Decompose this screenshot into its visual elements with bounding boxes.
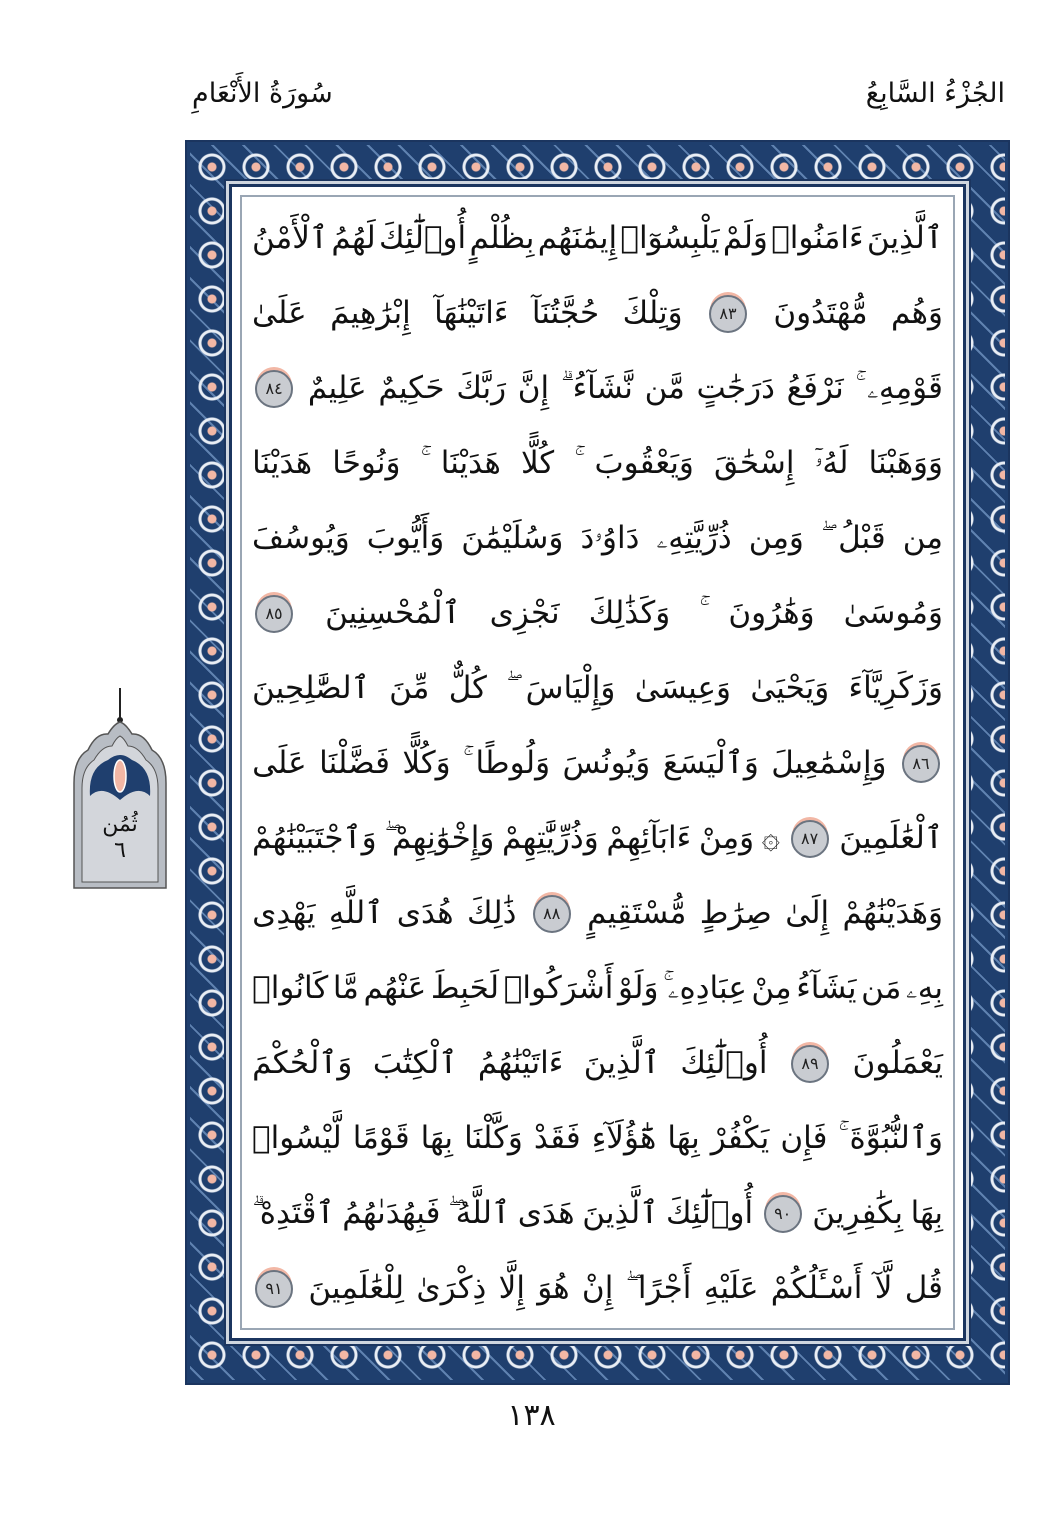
text-line	[252, 1176, 943, 1251]
hizb-marker-number: ٦	[114, 838, 126, 863]
verse-word: بِهِۦ	[905, 970, 943, 1006]
verse-word: إِنَّ	[517, 370, 550, 406]
verse-word: هُدَى	[396, 895, 454, 931]
verse-word: وَيَحْيَىٰ	[750, 670, 830, 706]
ornamental-page-frame	[185, 140, 1010, 1385]
verse-word: ءَامَنُوا۟	[771, 220, 864, 256]
verse-word: وَٱلنُّبُوَّةَ	[849, 1120, 943, 1156]
verse-word: يَهْدِى	[252, 895, 316, 931]
verse-word: قَبْلُ	[838, 520, 886, 556]
verse-word: بِهَا	[910, 1195, 943, 1231]
text-line	[252, 801, 943, 876]
verse-word: ذِكْرَىٰ	[416, 1270, 487, 1306]
verse-word: إِسْحَٰقَ	[714, 445, 795, 481]
verse-word: عَلَى	[252, 745, 307, 781]
verse-word: وَمُوسَىٰ	[843, 595, 943, 631]
verse-word: وَلُوطًا	[475, 745, 551, 781]
verse-word: أُو۟لَٰٓئِكَ	[680, 1045, 768, 1081]
verse-word: أَشْرَكُوا۟	[503, 970, 614, 1006]
verse-word: وَيَعْقُوبَ	[594, 445, 694, 481]
ayah-number-marker: ٩٠	[764, 1195, 802, 1233]
verse-word: بِهَا	[667, 1120, 700, 1156]
verse-word: وَزَكَرِيَّآءَ	[848, 670, 943, 706]
verse-word: وَمِنْ	[698, 820, 755, 856]
verse-word: ءَاتَيْنَٰهَآ	[434, 295, 509, 331]
verse-word: أَجْرًا	[637, 1270, 692, 1306]
verse-word: وَهُم	[891, 295, 943, 331]
verse-word: ٱلْأَمْنُ	[252, 220, 329, 256]
verse-word: فَقَدْ	[533, 1120, 581, 1156]
verse-word: كُلٌّ	[448, 670, 487, 706]
verse-word: لَّآ	[874, 1270, 893, 1306]
verse-word: وَكَذَٰلِكَ	[588, 595, 671, 631]
hizb-marker-label	[68, 812, 172, 864]
ayah-number-marker: ٨٦	[902, 745, 940, 783]
verse-word: مِنْ	[751, 970, 792, 1006]
ayah-number-marker: ٨٥	[255, 595, 293, 633]
verse-word: مُّهْتَدُونَ	[773, 295, 868, 331]
verse-word: نَّشَآءُ	[572, 370, 633, 406]
juz-name-header: الجُزْءُ السَّابِعُ	[865, 78, 1005, 109]
verse-word: هَدَى	[517, 1195, 575, 1231]
verse-word: يَعْمَلُونَ	[852, 1045, 943, 1081]
verse-word: ٱلَّذِينَ	[866, 220, 943, 256]
verse-word: بِظُلْمٍ	[469, 220, 535, 256]
verse-word: وَإِلْيَاسَ	[525, 670, 616, 706]
text-line	[252, 576, 943, 651]
verse-word: وَأَيُّوبَ	[366, 520, 445, 556]
text-line	[252, 1026, 943, 1101]
verse-word: ٱلْكِتَٰبَ	[372, 1045, 458, 1081]
verse-word: وَيُونُسَ	[562, 745, 651, 781]
verse-word: فَإِن	[780, 1120, 828, 1156]
verse-word: وَنُوحًا	[332, 445, 401, 481]
text-line	[252, 1101, 943, 1176]
verse-word: وَهَدَيْنَٰهُمْ	[842, 895, 943, 931]
verse-word: ٱللَّهُ	[455, 1195, 511, 1231]
verse-word: وَإِخْوَٰنِهِمْ	[392, 820, 495, 856]
quran-text-body	[252, 201, 943, 1328]
verse-word: وَإِسْمَٰعِيلَ	[771, 745, 887, 781]
ayah-number-marker: ٨٨	[533, 895, 571, 933]
verse-word: عَلَيْهِ	[703, 1270, 759, 1306]
verse-word: ٱلَّذِينَ	[583, 1045, 660, 1081]
ayah-number-marker: ٨٧	[791, 820, 829, 858]
verse-word: مِن	[902, 520, 943, 556]
text-panel	[229, 184, 966, 1341]
verse-word: ٱللَّهِ	[328, 895, 384, 931]
verse-word: مَن	[861, 970, 902, 1006]
verse-word: ذُرِّيَّتِهِۦ	[656, 520, 732, 556]
text-line	[252, 201, 943, 276]
verse-word: إِلَىٰ	[785, 895, 830, 931]
verse-word: نَجْزِى	[489, 595, 560, 631]
ayah-number-marker: ٩١	[255, 1270, 293, 1308]
verse-word: مَّا	[332, 970, 359, 1006]
verse-word: ٱقْتَدِهْ	[259, 1195, 335, 1231]
verse-word: إِلَّا	[498, 1270, 525, 1306]
verse-word: وَهَٰرُونَ	[728, 595, 815, 631]
verse-word: عِبَادِهِۦ	[667, 970, 747, 1006]
verse-word: وَكَّلْنَا	[464, 1120, 523, 1156]
verse-word: وَتِلْكَ	[622, 295, 683, 331]
verse-word: إِنْ	[581, 1270, 614, 1306]
verse-word: صِرَٰطٍ	[699, 895, 772, 931]
verse-word: ءَاتَيْنَٰهُمُ	[477, 1045, 564, 1081]
verse-word: فَضَّلْنَا	[319, 745, 390, 781]
verse-word: أُو۟لَٰٓئِكَ	[379, 220, 467, 256]
verse-word: ۞	[761, 820, 780, 856]
verse-word: وَذُرِّيَّٰتِهِمْ	[502, 820, 599, 856]
verse-word: كَانُوا۟	[252, 970, 329, 1006]
verse-word: مَّن	[644, 370, 685, 406]
verse-word: لَهُۥٓ	[814, 445, 849, 481]
verse-word: لَهُمُ	[331, 220, 376, 256]
surah-name-header: سُورَةُ الأَنْعَامِ	[192, 78, 333, 109]
verse-word: وَيُوسُفَ	[252, 520, 350, 556]
text-line	[252, 276, 943, 351]
verse-word: فَبِهُدَىٰهُمُ	[342, 1195, 441, 1231]
text-line	[252, 426, 943, 501]
text-line	[252, 651, 943, 726]
verse-word: حُجَّتُنَآ	[531, 295, 600, 331]
page-number: ١٣٨	[507, 1398, 556, 1433]
verse-word: حَكِيمٌ	[378, 370, 445, 406]
verse-word: قَوْمًا	[352, 1120, 410, 1156]
verse-word: إِيمَٰنَهُم	[537, 220, 618, 256]
verse-word: ءَابَآئِهِمْ	[606, 820, 692, 856]
verse-word: هُوَ	[537, 1270, 570, 1306]
text-line	[252, 726, 943, 801]
verse-word: يَشَآءُ	[796, 970, 857, 1006]
ayah-number-marker: ٨٣	[709, 295, 747, 333]
verse-word: ٱلصَّٰلِحِينَ	[252, 670, 370, 706]
text-line	[252, 876, 943, 951]
hizb-marker-text: ثُمُن	[102, 812, 138, 837]
verse-word: وَمِن	[748, 520, 804, 556]
verse-word: وَلَمْ	[722, 220, 768, 256]
verse-word: قَوْمِهِۦ	[867, 370, 943, 406]
verse-word: هَدَيْنَا	[252, 445, 313, 481]
text-line	[252, 1251, 943, 1326]
verse-word: ذَٰلِكَ	[467, 895, 517, 931]
ayah-number-marker: ٨٩	[791, 1045, 829, 1083]
verse-word: وَسُلَيْمَٰنَ	[461, 520, 564, 556]
verse-word: عَلَىٰ	[252, 295, 307, 331]
verse-word: مِّنَ	[389, 670, 430, 706]
verse-word: عَلِيمٌ	[307, 370, 367, 406]
verse-word: رَبَّكَ	[456, 370, 507, 406]
verse-word: ٱلَّذِينَ	[582, 1195, 659, 1231]
verse-word: بِكَٰفِرِينَ	[812, 1195, 904, 1231]
verse-word: وَوَهَبْنَا	[868, 445, 943, 481]
verse-word: لَحَبِطَ	[430, 970, 500, 1006]
verse-word: وَكُلًّا	[402, 745, 451, 781]
verse-word: هَٰٓؤُلَآءِ	[591, 1120, 657, 1156]
verse-word: وَٱلْحُكْمَ	[252, 1045, 353, 1081]
verse-word: وَٱجْتَبَيْنَٰهُمْ	[252, 820, 377, 856]
verse-word: دَاوُۥدَ	[580, 520, 640, 556]
text-line	[252, 951, 943, 1026]
verse-word: نَرْفَعُ	[786, 370, 844, 406]
verse-word: يَكْفُرْ	[710, 1120, 770, 1156]
verse-word: عَنْهُم	[363, 970, 427, 1006]
verse-word: كُلًّا	[520, 445, 555, 481]
verse-word: بِهَا	[420, 1120, 454, 1156]
verse-word: أُو۟لَٰٓئِكَ	[665, 1195, 754, 1231]
ayah-number-marker: ٨٤	[255, 370, 293, 408]
verse-word: وَعِيسَىٰ	[634, 670, 732, 706]
verse-word: ٱلْمُحْسِنِينَ	[325, 595, 461, 631]
verse-word: وَٱلْيَسَعَ	[662, 745, 759, 781]
verse-word: هَدَيْنَا	[440, 445, 501, 481]
text-line	[252, 351, 943, 426]
verse-word: لَّيْسُوا۟	[252, 1120, 342, 1156]
verse-word: دَرَجَٰتٍ	[696, 370, 775, 406]
verse-word: يَلْبِسُوٓا۟	[620, 220, 720, 256]
verse-word: مُّسْتَقِيمٍ	[587, 895, 687, 931]
verse-word: وَلَوْ	[618, 970, 659, 1006]
verse-word: أَسْـَٔلُكُمْ	[770, 1270, 863, 1306]
verse-word: إِبْرَٰهِيمَ	[330, 295, 411, 331]
text-line	[252, 501, 943, 576]
verse-word: لِلْعَٰلَمِينَ	[308, 1270, 405, 1306]
verse-word: قُل	[904, 1270, 943, 1306]
verse-word: ٱلْعَٰلَمِينَ	[839, 820, 943, 856]
